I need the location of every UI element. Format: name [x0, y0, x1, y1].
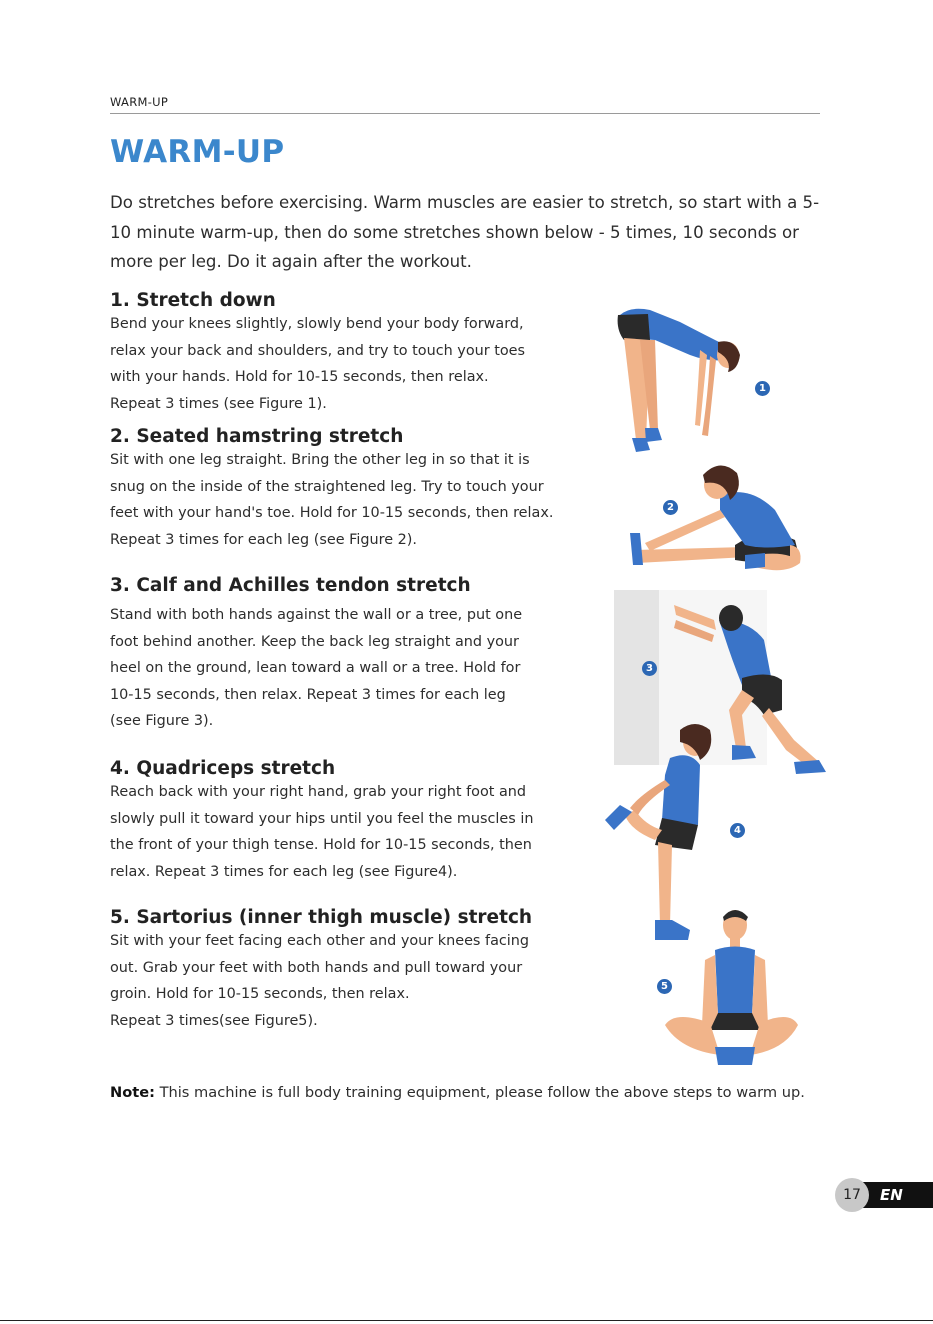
- section-line: 10-15 seconds, then relax. Repeat 3 times for each leg: [110, 686, 506, 703]
- figure-badge: 3: [642, 661, 657, 676]
- section-line: out. Grab your feet with both hands and pull toward your: [110, 959, 523, 976]
- seated-hamstring-figure-icon: [625, 455, 835, 585]
- bottom-border: [0, 1320, 933, 1321]
- section-calf-achilles: [110, 575, 610, 735]
- page-number: 17: [835, 1178, 869, 1212]
- section-line: relax. Repeat 3 times for each leg (see Figure4).: [110, 863, 458, 880]
- note-paragraph: [110, 1080, 810, 1107]
- figure-badge: 1: [755, 381, 770, 396]
- section-heading: 1. Stretch down: [110, 290, 276, 311]
- section-line: with your hands. Hold for 10-15 seconds, then relax.: [110, 369, 489, 386]
- section-heading: 4. Quadriceps stretch: [110, 758, 336, 779]
- section-line: foot behind another. Keep the back leg straight and your: [110, 633, 519, 650]
- figure-badge: 4: [730, 823, 745, 838]
- section-line: groin. Hold for 10-15 seconds, then relax.: [110, 986, 410, 1003]
- section-line: (see Figure 3).: [110, 713, 214, 730]
- running-header: WARM-UP: [110, 95, 169, 109]
- section-line: relax your back and shoulders, and try to touch your toes: [110, 342, 526, 359]
- section-stretch-down: [110, 290, 610, 417]
- section-seated-hamstring: [110, 426, 610, 553]
- section-line: feet with your hand's toe. Hold for 10-15 seconds, then relax.: [110, 505, 554, 522]
- section-heading: 2. Seated hamstring stretch: [110, 426, 404, 447]
- section-heading: 5. Sartorius (inner thigh muscle) stretch: [110, 907, 533, 928]
- section-line: Repeat 3 times (see Figure 1).: [110, 395, 327, 412]
- intro-paragraph: Do stretches before exercising. Warm muscles are easier to stretch, so start with a 5-10 minute warm-up, then do some stretches shown below - 5 times, 10 seconds or more per leg. Do it again after the workout.: [110, 193, 820, 271]
- section-line: heel on the ground, lean toward a wall or a tree. Hold for: [110, 660, 521, 677]
- section-line: snug on the inside of the straightened leg. Try to touch your: [110, 478, 544, 495]
- figure-badge: 2: [663, 500, 678, 515]
- section-line: the front of your thigh tense. Hold for 10-15 seconds, then: [110, 837, 532, 854]
- header-rule: [110, 113, 820, 114]
- section-line: Repeat 3 times(see Figure5).: [110, 1012, 318, 1029]
- section-quadriceps: [110, 758, 610, 885]
- section-sartorius: [110, 907, 610, 1034]
- figure-badge: 5: [657, 979, 672, 994]
- stretch-down-figure-icon: [610, 300, 760, 465]
- section-line: slowly pull it toward your hips until you feel the muscles in: [110, 810, 534, 827]
- section-line: Sit with your feet facing each other and your knees facing: [110, 933, 530, 949]
- section-heading: 3. Calf and Achilles tendon stretch: [110, 575, 471, 596]
- note-label: Note:: [110, 1084, 155, 1101]
- note-text: This machine is full body training equipment, please follow the above steps to warm up.: [154, 1084, 805, 1101]
- section-line: Reach back with your right hand, grab your right foot and: [110, 784, 527, 800]
- section-line: Sit with one leg straight. Bring the other leg in so that it is: [110, 452, 530, 468]
- section-line: Bend your knees slightly, slowly bend your body forward,: [110, 316, 524, 332]
- section-line: Stand with both hands against the wall or a tree, put one: [110, 607, 523, 623]
- butterfly-stretch-figure-icon: [660, 905, 800, 1070]
- page-title: WARM-UP: [110, 134, 285, 170]
- language-label: EN: [880, 1186, 903, 1204]
- section-line: Repeat 3 times for each leg (see Figure 2).: [110, 531, 417, 548]
